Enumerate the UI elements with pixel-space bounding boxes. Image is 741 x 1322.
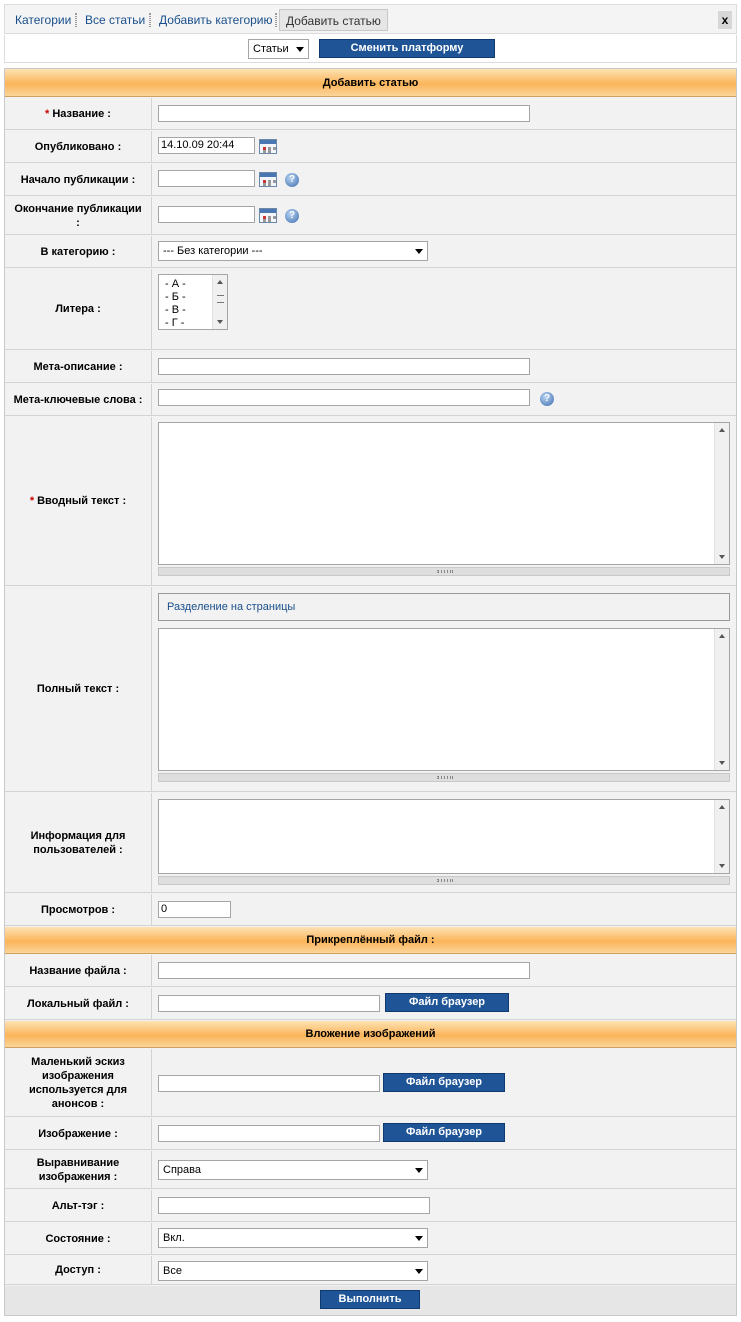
published-label: Опубликовано : — [5, 131, 152, 162]
chevron-down-icon — [296, 47, 304, 52]
row-letter — [5, 269, 736, 350]
section-header-add-article: Добавить статью — [5, 69, 736, 97]
scroll-down-icon[interactable] — [217, 320, 223, 324]
tab-separator — [149, 13, 151, 27]
file-name-input[interactable] — [158, 962, 530, 979]
full-text-label: Полный текст : — [5, 587, 152, 791]
title-input[interactable] — [158, 105, 530, 122]
full-text-textarea[interactable] — [158, 628, 730, 771]
views-label: Просмотров : — [5, 894, 152, 925]
thumbnail-label: Маленький эскиз изображения используется для анонсов : — [5, 1049, 152, 1116]
full-text-scrollbar[interactable] — [714, 629, 729, 770]
published-input[interactable]: 14.10.09 20:44 — [158, 137, 255, 154]
publish-end-input[interactable] — [158, 206, 255, 223]
state-select[interactable] — [158, 1228, 428, 1248]
scroll-grip-icon[interactable] — [217, 295, 224, 303]
intro-text-resize-handle[interactable] — [158, 567, 730, 576]
scroll-down-icon[interactable] — [719, 864, 725, 868]
category-label: В категорию : — [5, 236, 152, 267]
tab-categories[interactable]: Категории — [15, 13, 72, 27]
image-input[interactable] — [158, 1125, 380, 1142]
scroll-up-icon[interactable] — [719, 805, 725, 809]
chevron-down-icon — [415, 1269, 423, 1274]
required-mark: * — [29, 495, 35, 507]
local-file-input[interactable] — [158, 995, 380, 1012]
image-align-select[interactable] — [158, 1160, 428, 1180]
row-publish-end — [5, 197, 736, 235]
row-local-file — [5, 988, 736, 1020]
chevron-down-icon — [415, 249, 423, 254]
access-select-value: Все — [163, 1265, 182, 1277]
image-label: Изображение : — [5, 1118, 152, 1149]
image-align-select-value: Справа — [163, 1164, 201, 1176]
row-published — [5, 131, 736, 163]
meta-description-input[interactable] — [158, 358, 530, 375]
submit-button[interactable]: Выполнить — [320, 1290, 420, 1309]
local-file-label: Локальный файл : — [5, 988, 152, 1019]
form-footer — [5, 1286, 736, 1315]
tab-add-category[interactable]: Добавить категорию — [159, 13, 273, 27]
row-title — [5, 98, 736, 130]
letter-option[interactable]: - А - — [165, 278, 186, 290]
scroll-up-icon[interactable] — [719, 428, 725, 432]
row-meta-keywords — [5, 384, 736, 416]
intro-text-textarea[interactable] — [158, 422, 730, 565]
row-image-align — [5, 1151, 736, 1189]
thumbnail-input[interactable] — [158, 1075, 380, 1092]
publish-start-label: Начало публикации : — [5, 164, 152, 195]
meta-keywords-label: Мета-ключевые слова : — [5, 384, 152, 415]
letter-option[interactable]: - В - — [165, 304, 186, 316]
row-intro-text — [5, 417, 736, 586]
row-alt-tag — [5, 1190, 736, 1222]
scroll-down-icon[interactable] — [719, 761, 725, 765]
user-info-textarea[interactable] — [158, 799, 730, 874]
local-file-browse-button[interactable]: Файл браузер — [385, 993, 509, 1012]
section-header-attached-file: Прикреплённый файл : — [5, 927, 736, 954]
intro-text-scrollbar[interactable] — [714, 423, 729, 564]
category-select[interactable] — [158, 241, 428, 261]
row-user-info — [5, 793, 736, 893]
help-icon[interactable]: ? — [285, 209, 299, 223]
row-state — [5, 1223, 736, 1255]
alt-tag-input[interactable] — [158, 1197, 430, 1214]
letter-scrollbar[interactable] — [212, 275, 227, 329]
category-select-value: --- Без категории --- — [163, 245, 263, 257]
thumbnail-browse-button[interactable]: Файл браузер — [383, 1073, 505, 1092]
letter-label: Литера : — [5, 269, 152, 349]
row-full-text — [5, 587, 736, 792]
intro-text-label — [5, 417, 152, 585]
calendar-icon[interactable] — [259, 208, 277, 223]
row-category — [5, 236, 736, 268]
full-text-resize-handle[interactable] — [158, 773, 730, 782]
letter-listbox[interactable] — [158, 274, 228, 330]
meta-keywords-input[interactable] — [158, 389, 530, 406]
row-publish-start — [5, 164, 736, 196]
add-article-form — [4, 68, 737, 1316]
tab-add-article[interactable]: Добавить статью — [279, 9, 388, 31]
section-header-images: Вложение изображений — [5, 1021, 736, 1048]
row-access — [5, 1256, 736, 1285]
page-split-link[interactable]: Разделение на страницы — [158, 593, 730, 621]
intro-text-label-text: Вводный текст : — [37, 495, 127, 507]
tab-separator — [275, 13, 277, 27]
platform-bar — [4, 35, 737, 63]
state-select-value: Вкл. — [163, 1232, 185, 1244]
letter-option[interactable]: - Б - — [165, 291, 186, 303]
title-label-text: Название : — [52, 107, 111, 120]
meta-description-label: Мета-описание : — [5, 351, 152, 382]
image-align-label: Выравнивание изображения : — [5, 1151, 152, 1188]
row-image — [5, 1118, 736, 1150]
state-label: Состояние : — [5, 1223, 152, 1254]
calendar-icon[interactable] — [259, 172, 277, 187]
change-platform-button[interactable]: Сменить платформу — [319, 39, 495, 58]
user-info-resize-handle[interactable] — [158, 876, 730, 885]
access-select[interactable] — [158, 1261, 428, 1281]
row-file-name — [5, 955, 736, 987]
user-info-scrollbar[interactable] — [714, 800, 729, 873]
image-browse-button[interactable]: Файл браузер — [383, 1123, 505, 1142]
calendar-icon[interactable] — [259, 139, 277, 154]
chevron-down-icon — [415, 1236, 423, 1241]
row-meta-description — [5, 351, 736, 383]
alt-tag-label: Альт-тэг : — [5, 1190, 152, 1221]
scroll-up-icon[interactable] — [719, 634, 725, 638]
tab-all-articles[interactable]: Все статьи — [85, 13, 146, 27]
platform-select-value: Статьи — [253, 43, 289, 55]
required-mark: * — [45, 107, 50, 120]
help-icon[interactable]: ? — [285, 173, 299, 187]
row-views — [5, 894, 736, 926]
chevron-down-icon — [415, 1168, 423, 1173]
scroll-up-icon[interactable] — [217, 280, 223, 284]
user-info-label: Информация для пользователей : — [5, 793, 152, 892]
views-input[interactable]: 0 — [158, 901, 231, 918]
close-icon[interactable]: x — [718, 11, 732, 29]
title-label — [5, 98, 152, 129]
scroll-down-icon[interactable] — [719, 555, 725, 559]
publish-end-label: Окончание публикации : — [5, 197, 152, 234]
access-label: Доступ : — [5, 1256, 152, 1284]
file-name-label: Название файла : — [5, 955, 152, 986]
row-thumbnail — [5, 1049, 736, 1117]
publish-start-input[interactable] — [158, 170, 255, 187]
help-icon[interactable]: ? — [540, 392, 554, 406]
tab-bar — [4, 4, 737, 34]
platform-select[interactable] — [248, 39, 309, 59]
letter-option[interactable]: - Г - — [165, 317, 185, 329]
tab-separator — [75, 13, 77, 27]
